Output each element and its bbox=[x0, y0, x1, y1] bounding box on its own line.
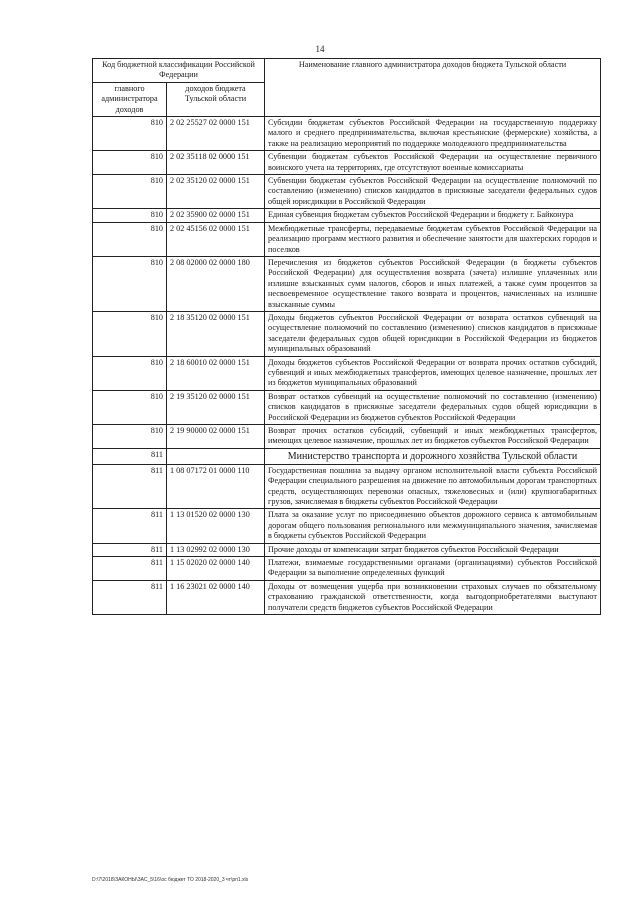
table-row bbox=[93, 390, 601, 424]
table-row bbox=[93, 464, 601, 509]
table-row bbox=[93, 580, 601, 614]
admin-code-cell: 810 bbox=[93, 311, 167, 356]
admin-code-cell: 810 bbox=[93, 151, 167, 175]
section-title-cell: Министерство транспорта и дорожного хозяйства Тульской области bbox=[265, 448, 601, 464]
admin-code-cell: 810 bbox=[93, 425, 167, 449]
revenue-code-cell: 2 02 35118 02 0000 151 bbox=[167, 151, 265, 175]
revenue-code-cell: 2 19 90000 02 0000 151 bbox=[167, 425, 265, 449]
table-row bbox=[93, 117, 601, 151]
table-row bbox=[93, 222, 601, 256]
admin-code-cell: 811 bbox=[93, 448, 167, 464]
admin-code-cell: 811 bbox=[93, 509, 167, 543]
revenue-name-cell: Доходы от возмещения ущерба при возникновении страховых случаев по обязательному страхованию гражданской ответственности, когда выгодоприобретателями выступают получатели средств бюджетов субъектов Российской Федерации bbox=[265, 580, 601, 614]
section-row bbox=[93, 448, 601, 464]
revenue-name-cell: Возврат остатков субвенций на осуществление полномочий по составлению (изменению) списков кандидатов в присяжные заседатели федеральных судов общей юрисдикции в Российской Федерации из бюджетов субъектов Российской Федерации bbox=[265, 390, 601, 424]
revenue-name-cell: Доходы бюджетов субъектов Российской Федерации от возврата прочих остатков субсидий, субвенций и иных межбюджетных трансфертов, имеющих целевое назначение, прошлых лет из бюджетов муниципальных образований bbox=[265, 356, 601, 390]
revenue-code-cell: 2 18 60010 02 0000 151 bbox=[167, 356, 265, 390]
admin-code-cell: 810 bbox=[93, 256, 167, 311]
revenue-code-cell: 2 18 35120 02 0000 151 bbox=[167, 311, 265, 356]
revenue-code-cell: 1 13 01520 02 0000 130 bbox=[167, 509, 265, 543]
revenue-name-cell: Межбюджетные трансферты, передаваемые бюджетам субъектов Российской Федерации на реализацию программ местного развития и обеспечение занятости для шахтерских городов и поселков bbox=[265, 222, 601, 256]
header-revenue-column: доходов бюджета Тульской области bbox=[167, 82, 265, 116]
header-admin-column: главного администратора доходов bbox=[93, 82, 167, 116]
table-row bbox=[93, 311, 601, 356]
revenue-code-cell: 2 19 35120 02 0000 151 bbox=[167, 390, 265, 424]
table-row bbox=[93, 509, 601, 543]
table-row bbox=[93, 209, 601, 222]
admin-code-cell: 810 bbox=[93, 356, 167, 390]
revenue-code-cell: 1 16 23021 02 0000 140 bbox=[167, 580, 265, 614]
admin-code-cell: 811 bbox=[93, 464, 167, 509]
admin-code-cell: 810 bbox=[93, 117, 167, 151]
table-row bbox=[93, 175, 601, 209]
revenue-name-cell: Субсидии бюджетам субъектов Российской Федерации на государственную поддержку малого и среднего предпринимательства, включая крестьянские (фермерские) хозяйства, а также на реализацию мероприятий по поддержке молодежного предпринимательства bbox=[265, 117, 601, 151]
file-path-footer: D:\7\2018\ЗАКОНЫ\ЗАС_5\16\ос бюджет ТО 2018-2020_3 чт\рп1.xls bbox=[92, 877, 249, 883]
revenue-name-cell: Перечисления из бюджетов субъектов Российской Федерации (в бюджеты субъектов Российской Федерации) для осуществления возврата (зачета) излишне уплаченных или излишне взысканных сумм налогов, сборов и иных платежей, а также сумм процентов за несвоевременное осуществление такого возврата и процентов, начисленных на излишне взысканные суммы bbox=[265, 256, 601, 311]
revenue-code-cell: 1 08 07172 01 0000 110 bbox=[167, 464, 265, 509]
revenue-name-cell: Платежи, взимаемые государственными органами (организациями) субъектов Российской Федерации за выполнение определенных функций bbox=[265, 557, 601, 581]
page-number: 14 bbox=[315, 44, 325, 54]
revenue-administrators-table bbox=[92, 58, 601, 615]
table-row bbox=[93, 256, 601, 311]
revenue-name-cell: Возврат прочих остатков субсидий, субвенций и иных межбюджетных трансфертов, имеющих целевое назначение, прошлых лет из бюджетов субъектов Российской Федерации bbox=[265, 425, 601, 449]
revenue-code-cell: 1 15 02020 02 0000 140 bbox=[167, 557, 265, 581]
revenue-name-cell: Плата за оказание услуг по присоединению объектов дорожного сервиса к автомобильным дорогам общего пользования регионального или межмуниципального значения, зачисляемая в бюджеты субъектов Российской Федерации bbox=[265, 509, 601, 543]
revenue-code-cell: 2 08 02000 02 0000 180 bbox=[167, 256, 265, 311]
admin-code-cell: 811 bbox=[93, 580, 167, 614]
revenue-name-cell: Субвенции бюджетам субъектов Российской Федерации на осуществление полномочий по составлению (изменению) списков кандидатов в присяжные заседатели федеральных судов общей юрисдикции в Российской Федерации bbox=[265, 175, 601, 209]
table-header-row bbox=[93, 59, 601, 83]
revenue-name-cell: Прочие доходы от компенсации затрат бюджетов субъектов Российской Федерации bbox=[265, 543, 601, 556]
revenue-code-cell: 2 02 35900 02 0000 151 bbox=[167, 209, 265, 222]
table-row bbox=[93, 425, 601, 449]
admin-code-cell: 811 bbox=[93, 557, 167, 581]
admin-code-cell: 810 bbox=[93, 222, 167, 256]
revenue-code-cell: 2 02 45156 02 0000 151 bbox=[167, 222, 265, 256]
revenue-code-cell: 1 13 02992 02 0000 130 bbox=[167, 543, 265, 556]
revenue-name-cell: Единая субвенция бюджетам субъектов Российской Федерации и бюджету г. Байконура bbox=[265, 209, 601, 222]
header-code-group: Код бюджетной классификации Российской Федерации bbox=[93, 59, 265, 83]
table-row bbox=[93, 557, 601, 581]
revenue-code-cell bbox=[167, 448, 265, 464]
revenue-code-cell: 2 02 25527 02 0000 151 bbox=[167, 117, 265, 151]
table-row bbox=[93, 356, 601, 390]
revenue-code-cell: 2 02 35120 02 0000 151 bbox=[167, 175, 265, 209]
admin-code-cell: 810 bbox=[93, 209, 167, 222]
admin-code-cell: 811 bbox=[93, 543, 167, 556]
revenue-name-cell: Государственная пошлина за выдачу органом исполнительной власти субъекта Российской Федерации специального разрешения на движение по автомобильным дорогам транспортных средств, осуществляющих перевозки опасных, тяжеловесных и (или) крупногабаритных грузов, зачисляемая в бюджеты субъектов Российской Федерации bbox=[265, 464, 601, 509]
header-name-column: Наименование главного администратора доходов бюджета Тульской области bbox=[265, 59, 601, 117]
table-row bbox=[93, 543, 601, 556]
revenue-name-cell: Доходы бюджетов субъектов Российской Федерации от возврата остатков субвенций на осуществление полномочий по составлению (изменению) списков кандидатов в присяжные заседатели федеральных судов общей юрисдикции в Российской Федерации из бюджетов муниципальных образований bbox=[265, 311, 601, 356]
admin-code-cell: 810 bbox=[93, 390, 167, 424]
table-row bbox=[93, 151, 601, 175]
admin-code-cell: 810 bbox=[93, 175, 167, 209]
revenue-name-cell: Субвенции бюджетам субъектов Российской Федерации на осуществление первичного воинского учета на территориях, где отсутствуют военные комиссариаты bbox=[265, 151, 601, 175]
